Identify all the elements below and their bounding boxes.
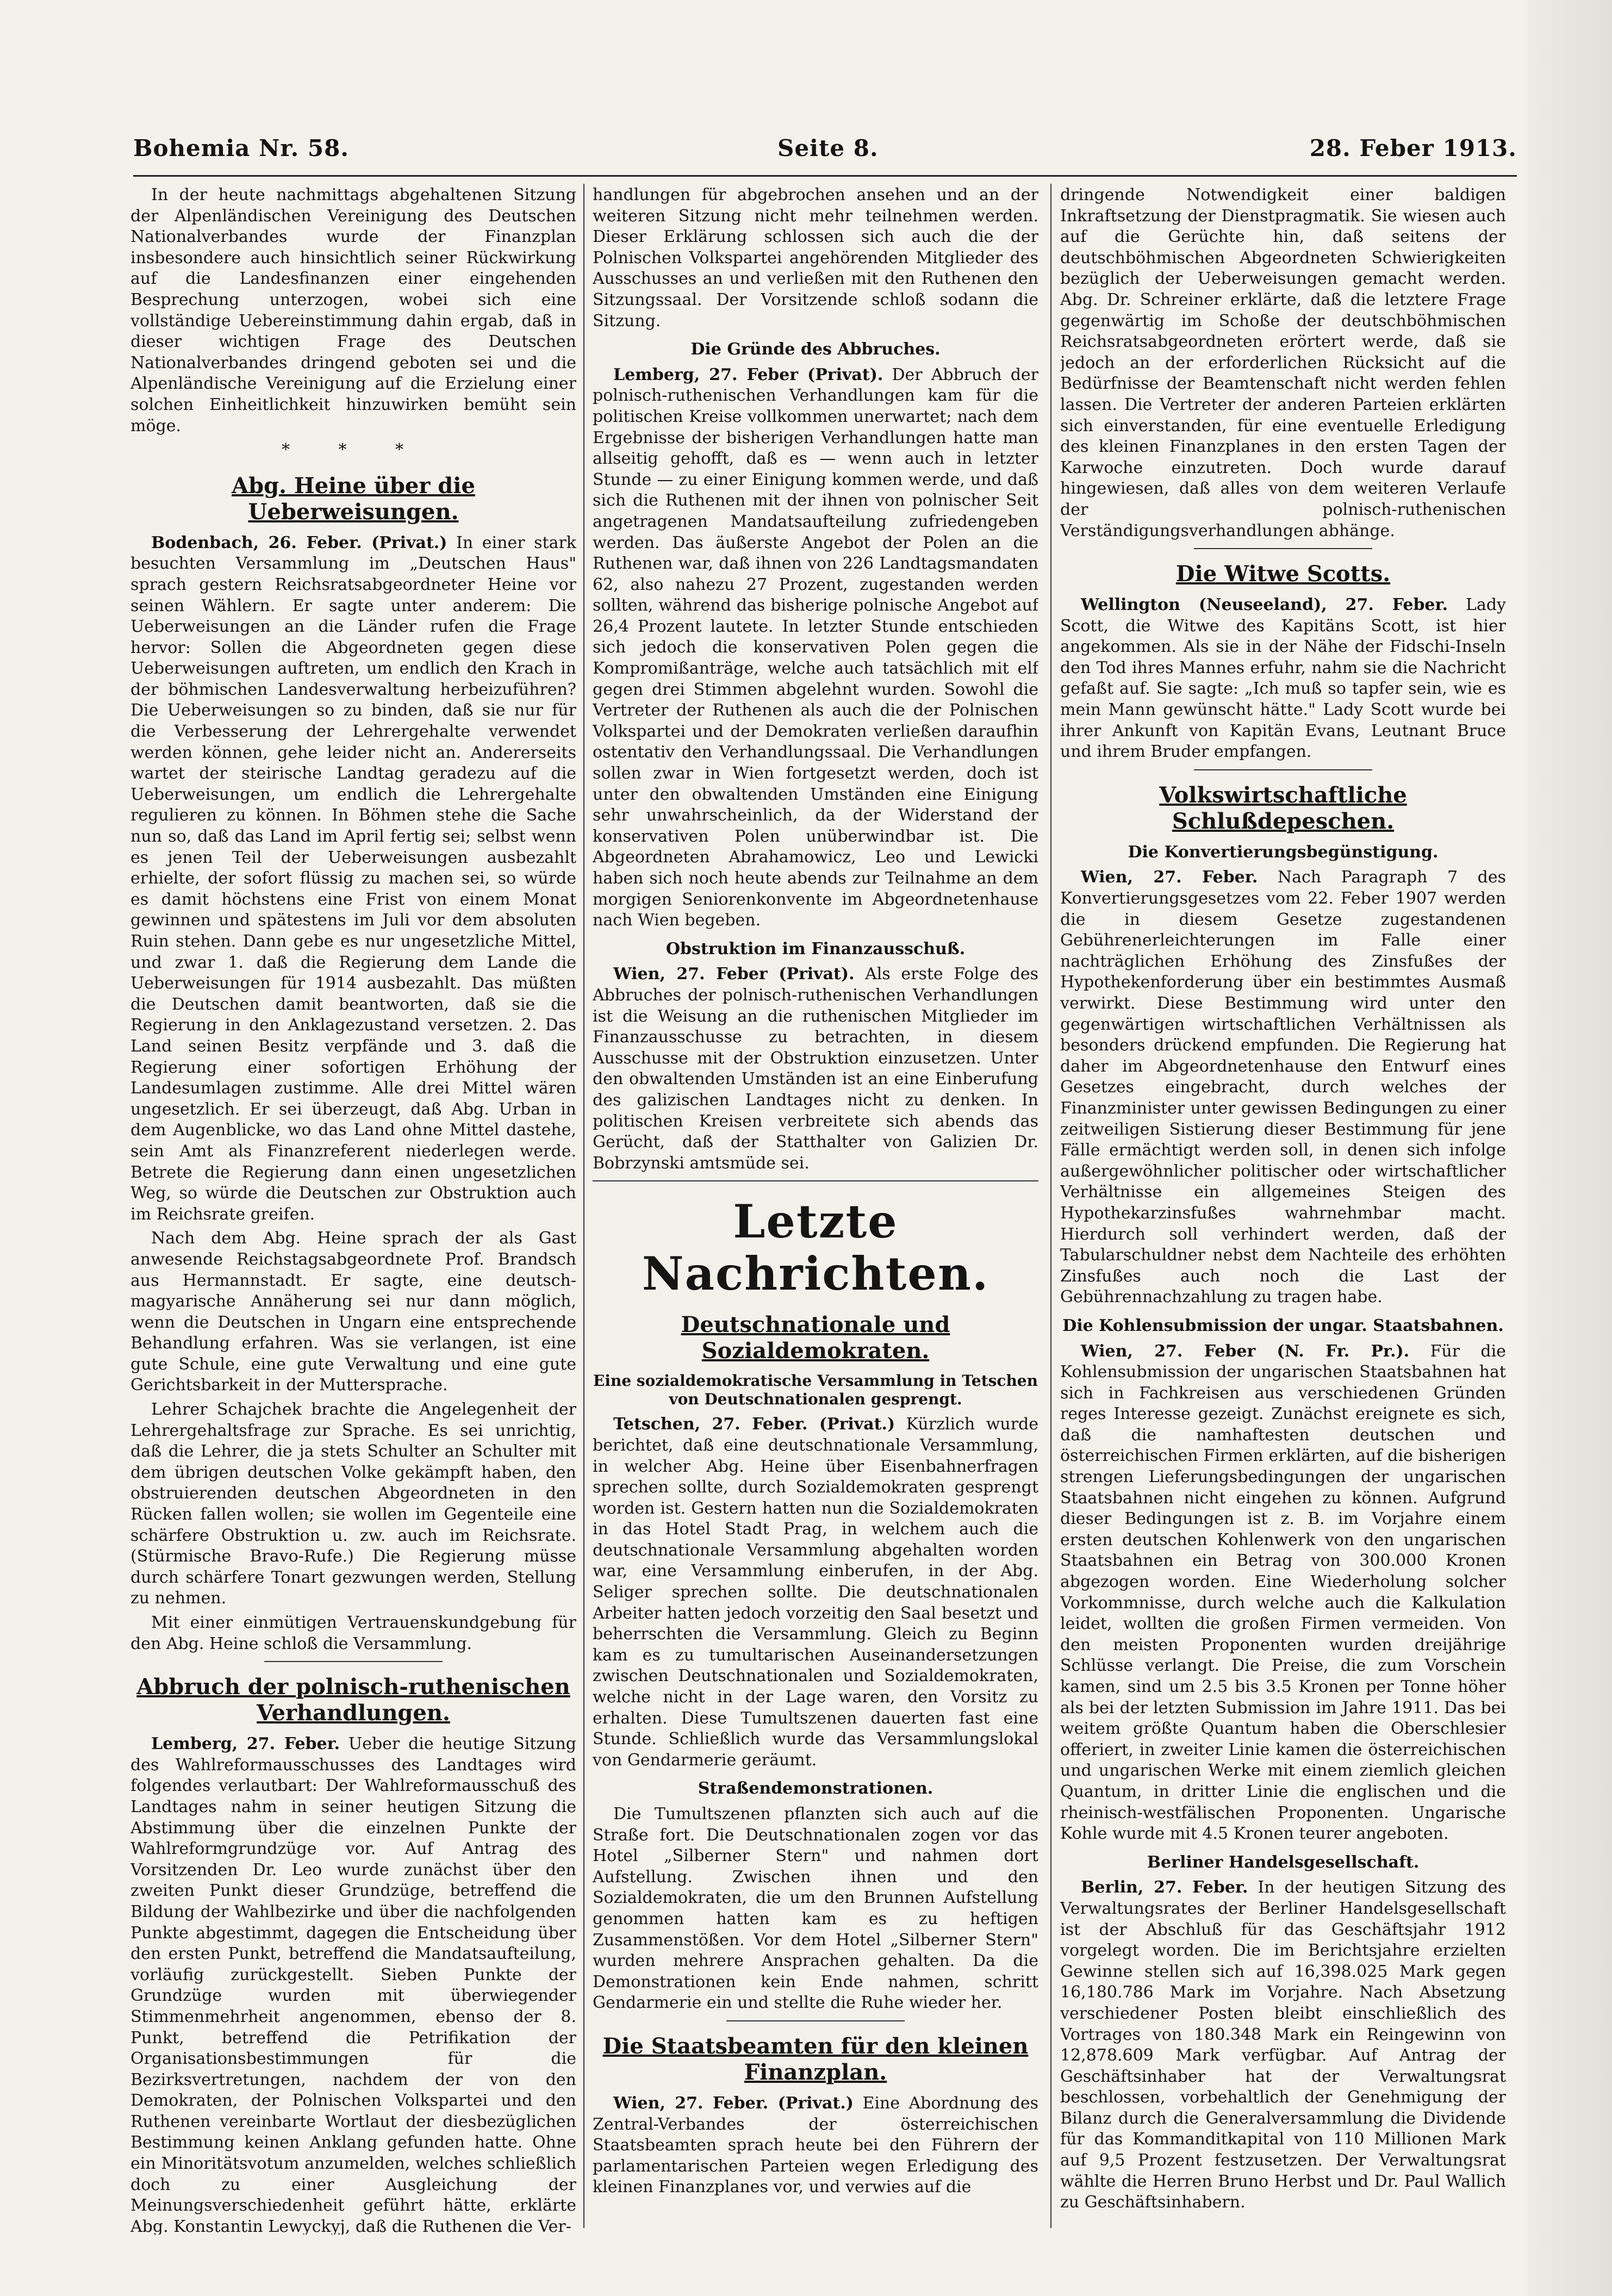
article-paragraph: Mit einer einmütigen Vertrauenskundgebung für den Abg. Heine schloß die Versammlung. <box>130 1613 576 1653</box>
article-separator <box>1194 769 1372 770</box>
column-1 <box>130 185 576 2235</box>
section-title: Letzte Nachrichten. <box>642 1194 989 1301</box>
article-paragraph: Tetschen, 27. Feber. (Privat.) Kürzlich wurde berichtet, daß eine deutschnationale Versammlung, in welcher Abg. Heine über Eisenbahnerfragen sprechen sollte, durch Sozialdemokraten gesprengt worden ist. Gestern hatten nun die Sozialdemokraten in das Hotel Stadt Prag, in welchem auch die deutschnationale Versammlung abgehalten worden war, eine Versammlung einberufen, in der Abg. Seliger sprechen sollte. Die deutschnationalen Arbeiter hatten jedoch vorzeitig den Saal besetzt und beherrschten die Versammlung. Gleich zu Beginn kam es zu tumultarischen Auseinandersetzungen zwischen Deutschnationalen und Sozialdemokraten, welche nicht in der Lage waren, den Vorsitz zu erhalten. Diese Tumultszenen dauerten fast eine Stunde. Schließlich wurde das Versammlungslokal von Gendarmerie geräumt. <box>593 1415 1038 1770</box>
article-paragraph: Wellington (Neuseeland), 27. Feber. Lady Scott, die Witwe des Kapitäns Scott, ist hier angekommen. Als sie in der Nähe der Fidschi-Inseln den Tod ihres Mannes erfuhr, nahm sie die Nachricht gefaßt auf. Sie sagte: „Ich muß so tapfer sein, wie es mein Mann gewünscht hätte." Lady Scott wurde bei ihrer Ankunft von Kapitän Evans, Leutnant Bruce und ihrem Bruder empfangen. <box>1060 595 1506 762</box>
subheadline: Die Konvertierungsbegünstigung. <box>1128 842 1439 862</box>
subheadline: Berliner Handelsgesellschaft. <box>1147 1852 1420 1872</box>
dateline: Tetschen, 27. Feber. (Privat.) <box>613 1415 895 1434</box>
headline: Die Witwe Scotts. <box>1175 561 1391 587</box>
article-paragraph: dringende Notwendigkeit einer baldigen Inkraftsetzung der Dienstpragmatik. Sie wiesen auch auf die Gerüchte hin, daß seitens der deutschböhmischen Abgeordneten Schwierigkeiten bezüglich der Ueberweisungen gemacht werden. Abg. Dr. Schreiner erklärte, daß die letztere Frage gegenwärtig im Schoße der deutschböhmischen Reichsratsabgeordneten erörtert werde, daß sie jedoch an der erforderlichen Rücksicht auf die Bedürfnisse der Beamtenschaft nicht werden fehlen lassen. Die Vertreter der anderen Parteien erklärten sich einverstanden, für eine eventuelle Erledigung des kleinen Finanzplanes in den ersten Tagen der Karwoche einzutreten. Doch wurde darauf hingewiesen, daß alles von dem weiteren Verlaufe der polnisch-ruthenischen Verständigungsverhandlungen abhänge. <box>1060 185 1506 540</box>
article-paragraph: Bodenbach, 26. Feber. (Privat.) In einer stark besuchten Versammlung im „Deutschen Haus" sprach gestern Reichsratsabgeordneter Heine vor seinen Wählern. Er sagte unter anderem: Die Ueberweisungen an die Länder rufen die Frage hervor: Sollen die Abgeordneten gegen diese Ueberweisungen auftreten, um endlich den Krach in der böhmischen Landesverwaltung herbeizuführen? Die Ueberweisungen so zu binden, daß sie nur für die Verbesserung der Lehrergehalte verwendet werden können, gehe leider nicht an. Andererseits wartet der steirische Landtag geradezu auf die Ueberweisungen, um endlich die Lehrergehalte regulieren zu können. In Böhmen stehe die Sache nun so, daß das Land im April fertig sei; selbst wenn es jenen Teil der Ueberweisungen ausbezahlt erhielte, der sofort flüssig zu machen sei, so würde es damit höchstens eine Frist von einem Monat gewinnen und spätestens im Juli vor dem absoluten Ruin stehen. Dann gebe es nur ungesetzliche Mittel, und zwar 1. daß die Regierung dem Lande die Ueberweisungen für 1914 ausbezahlt. Das müßten die Deutschen damit beantworten, daß sie die Regierung in den Anklagezustand versetzen. 2. Das Land seinen Besitz verpfände und 3. daß die Regierung einer sofortigen Erhöhung der Landesumlagen zustimme. Alle drei Mittel wären ungesetzlich. Er sei überzeugt, daß Abg. Urban in dem Augenblicke, wo das Land ohne Mittel dastehe, sein Amt als Finanzreferent niederlegen werde. Betrete die Regierung dann einen ungesetzlichen Weg, so würde die Deutschen zur Obstruktion auch im Reichsrate greifen. <box>130 533 576 1224</box>
article-paragraph: Lemberg, 27. Feber. Ueber die heutige Sitzung des Wahlreformausschusses des Landtages wird folgendes verlautbart: Der Wahlreformausschuß des Landtages nahm in seiner heutigen Sitzung die Abstimmung über die einzelnen Punkte der Wahlreformgrundzüge vor. Auf Antrag des Vorsitzenden Dr. Leo wurde zunächst über den zweiten Punkt dieser Grundzüge, betreffend die Bildung der Wahlbezirke und über die nachfolgenden Punkte abgestimmt, dagegen die Entscheidung über den ersten Punkt, betreffend die Mandatsaufteilung, vorläufig zurückgestellt. Sieben Punkte der Grundzüge wurden mit überwiegender Stimmenmehrheit angenommen, ebenso der 8. Punkt, betreffend die Petrifikation der Organisationsbestimmungen für die Bezirksvertretungen, nachdem der von den Demokraten, der Polnischen Volkspartei und den Ruthenen vereinbarte Wortlaut der diesbezüglichen Bestimmung keinen Anklang gefunden hatte. Ohne ein Minoritätsvotum anzumelden, welches schließlich doch zu einer Ausgleichung der Meinungsverschiedenheit geführt hätte, erklärte Abg. Konstantin Lewyckyj, daß die Ruthenen die Ver- <box>130 1734 576 2235</box>
headline: Abg. Heine über die Ueberweisungen. <box>232 472 475 525</box>
headline: Abbruch der polnisch-ruthenischen Verhandlungen. <box>136 1674 570 1726</box>
section-stars: * * * <box>281 440 426 460</box>
subtitle: Eine sozialdemokratische Versammlung in Tetschen von Deutschnationalen gesprengt. <box>593 1372 1038 1409</box>
masthead <box>133 135 1517 173</box>
article-separator <box>726 2020 905 2021</box>
section-separator <box>593 1180 1038 1181</box>
dateline: Wellington (Neuseeland), 27. Feber. <box>1081 595 1448 615</box>
dateline: Wien, 27. Feber. <box>1081 868 1258 887</box>
masthead-page: Seite 8. <box>777 135 879 161</box>
masthead-issue: Bohemia Nr. 58. <box>133 135 349 161</box>
masthead-date: 28. Feber 1913. <box>1309 135 1517 161</box>
subheadline: Die Gründe des Abbruches. <box>690 340 941 359</box>
article-paragraph: In der heute nachmittags abgehaltenen Sitzung der Alpenländischen Vereinigung des Deutschen Nationalverbandes wurde der Finanzplan insbesondere auch hinsichtlich seiner Rückwirkung auf die Landesfinanzen einer eingehenden Besprechung unterzogen, wobei sich eine vollständige Uebereinstimmung dahin ergab, daß in dieser wichtigen Frage des Deutschen Nationalverbandes dringend geboten sei und die Alpenländische Vereinigung auf die Erzielung einer solchen Einheitlichkeit hinzuwirken bemüht sein möge. <box>130 185 576 435</box>
subheadline: Straßendemonstrationen. <box>698 1779 933 1799</box>
headline: Volkswirtschaftliche Schlußdepeschen. <box>1159 782 1407 834</box>
article-paragraph: Nach dem Abg. Heine sprach der als Gast anwesende Reichstagsabgeordnete Prof. Brandsch aus Hermannstadt. Er sagte, eine deutsch-magyarische Annäherung sei nur dann möglich, wenn die Deutschen in Ungarn eine entsprechende Behandlung erfahren. Was sie verlangen, ist eine gute Schule, eine gute Verwaltung und eine gute Gerichtsbarkeit in der Muttersprache. <box>130 1229 576 1395</box>
article-paragraph: Die Tumultszenen pflanzten sich auch auf die Straße fort. Die Deutschnationalen zogen vor das Hotel „Silberner Stern" und nahmen dort Aufstellung. Zwischen ihnen und den Sozialdemokraten, die um den Brunnen Aufstellung genommen hatten kam es zu heftigen Zusammenstößen. Vor dem Hotel „Silberner Stern" wurden mehrere Ansprachen gehalten. Da die Demonstrationen kein Ende nahmen, schritt Gendarmerie ein und stellte die Ruhe wieder her. <box>593 1805 1038 2013</box>
article-paragraph: handlungen für abgebrochen ansehen und an der weiteren Sitzung nicht mehr teilnehmen werden. Dieser Erklärung schlossen sich auch die der Polnischen Volkspartei angehörenden Mitglieder des Ausschusses an und verließen mit den Ruthenen den Sitzungssaal. Der Vorsitzende schloß sodann die Sitzung. <box>593 185 1038 331</box>
headline: Die Staatsbeamten für den kleinen Finanzplan. <box>602 2033 1029 2085</box>
masthead-rule <box>133 175 1517 177</box>
dateline: Lemberg, 27. Feber. <box>151 1734 340 1754</box>
dateline: Berlin, 27. Feber. <box>1081 1878 1248 1897</box>
article-paragraph: Wien, 27. Feber (Privat). Als erste Folge des Abbruches der polnisch-ruthenischen Verhandlungen ist die Weisung an die ruthenischen Mitglieder im Finanzausschusse zu betrachten, in diesem Ausschusse mit der Obstruktion einzusetzen. Unter den obwaltenden Umständen ist an eine Einberufung des galizischen Landtages nicht zu denken. In politischen Kreisen verbreitete sich abends das Gerücht, daß der Statthalter von Galizien Dr. Bobrzynski amtsmüde sei. <box>593 965 1038 1173</box>
headline: Deutschnationale und Sozialdemokraten. <box>681 1312 950 1364</box>
article-paragraph: Wien, 27. Feber. (Privat.) Eine Abordnung des Zentral-Verbandes der österreichischen Staatsbeamten sprach heute bei den Führern der parlamentarischen Parteien wegen Erledigung des kleinen Finanzplanes vor, und verwies auf die <box>593 2093 1038 2197</box>
column-2 <box>593 185 1038 2235</box>
column-divider <box>583 184 584 2228</box>
article-paragraph: Wien, 27. Feber (N. Fr. Pr.). Für die Kohlensubmission der ungarischen Staatsbahnen hat sich in Fachkreisen aus verschiedenen Gründen reges Interesse gezeigt. Zunächst ereignete es sich, daß die namhaftesten deutschen und österreichischen Firmen erklärten, auf die bisherigen strengen Lieferungsbedingungen der ungarischen Staatsbahnen nicht eingehen zu können. Aufgrund dieser Bedingungen ist z. B. im Vorjahre einem ersten deutschen Kohlenwerk von den ungarischen Staatsbahnen ein Betrag von 300.000 Kronen abgezogen worden. Eine Wiederholung solcher Vorkommnisse, durch welche auch die Kalkulation leidet, wollten die großen Firmen vermeiden. Von den meisten Proponenten wurden dreijährige Schlüsse verlangt. Die Preise, die zum Vorschein kamen, sind um 2.5 bis 3.5 Kronen per Tonne höher als bei der letzten Submission im Jahre 1911. Das bei weitem größte Quantum haben die Oberschlesier offeriert, in zweiter Linie kamen die österreichischen und ungarischen Werke mit einem ziemlich gleichen Quantum, in dritter Linie die englischen und die rheinisch-westfälischen Proponenten. Ungarische Kohle wurde mit 4.5 Kronen teurer angeboten. <box>1060 1341 1506 1844</box>
article-paragraph: Lehrer Schajchek brachte die Angelegenheit der Lehrergehaltsfrage zur Sprache. Es sei unrichtig, daß die Lehrer, die ja stets Schulter an Schulter mit dem übrigen deutschen Volke gekämpft haben, den obstruierenden deutschen Abgeordneten in den Rücken fallen wollen; sie wollen im Gegenteile eine schärfere Obstruktion u. zw. auch im Reichsrate. (Stürmische Bravo-Rufe.) Die Regierung müsse durch schärfere Tonart gezwungen werden, Stellung zu nehmen. <box>130 1400 576 1608</box>
article-separator <box>264 1661 443 1662</box>
article-paragraph: Wien, 27. Feber. Nach Paragraph 7 des Konvertierungsgesetzes vom 22. Feber 1907 werden die in diesem Gesetze zugestandenen Gebührenerleichterungen im Falle einer nachträglichen Erhöhung des Zinsfußes der Hypothekenforderung über ein bestimmtes Ausmaß verwirkt. Diese Bestimmung wird unter den gegenwärtigen wirtschaftlichen Verhältnissen als besonders drückend empfunden. Die Regierung hat daher im Abgeordnetenhause den Entwurf eines Gesetzes eingebracht, durch welches der Finanzminister unter gewissen Bedingungen zu einer zeitweiligen Sistierung dieser Bestimmung für jene Fälle ermächtigt werden soll, in denen sich infolge außergewöhnlicher politischer oder wirtschaftlicher Verhältnisse ein allgemeines Steigen des Hypothekarzinsfußes wahrnehmbar macht. Hierdurch soll verhindert werden, daß der Tabularschuldner nebst dem Nachteile des erhöhten Zinsfußes auch noch die Last der Gebührennachzahlung zu tragen habe. <box>1060 868 1506 1307</box>
page-edge-shadow <box>1528 0 1612 2296</box>
dateline: Lemberg, 27. Feber (Privat). <box>613 365 883 384</box>
column-divider <box>1050 184 1051 2228</box>
subheadline: Obstruktion im Finanzausschuß. <box>665 939 966 959</box>
dateline: Bodenbach, 26. Feber. (Privat.) <box>151 533 447 552</box>
dateline: Wien, 27. Feber (N. Fr. Pr.). <box>1081 1341 1410 1361</box>
article-separator <box>1194 548 1372 549</box>
article-paragraph: Berlin, 27. Feber. In der heutigen Sitzung des Verwaltungsrates der Berliner Handelsgesellschaft ist der Abschluß für das Geschäftsjahr 1912 vorgelegt worden. Die im Berichtsjahre erzielten Gewinne stellen sich auf 16,398.025 Mark gegen 16,180.786 Mark im Vorjahre. Nach Absetzung verschiedener Posten bleibt einschließlich des Vortrages von 180.348 Mark ein Reingewinn von 12,878.609 Mark verfügbar. Auf Antrag der Geschäftsinhaber hat der Verwaltungsrat beschlossen, vorbehaltlich der Genehmigung der Bilanz durch die Generalversammlung die Dividende für das Kommanditkapital von 110 Millionen Mark auf 9,5 Prozent festzusetzen. Der Verwaltungsrat wählte die Herren Bruno Herbst und Dr. Paul Wallich zu Geschäftsinhabern. <box>1060 1878 1506 2212</box>
dateline: Wien, 27. Feber. (Privat.) <box>613 2093 854 2113</box>
dateline: Wien, 27. Feber (Privat). <box>613 965 855 984</box>
article-paragraph: Lemberg, 27. Feber (Privat). Der Abbruch der polnisch-ruthenischen Verhandlungen kam für die politischen Kreise vollkommen unerwartet; nach dem Ergebnisse der bisherigen Verhandlungen hatte man allseitig gehofft, daß es — wenn auch in letzter Stunde — zu einer Einigung kommen werde, und daß sich die Ruthenen mit der ihnen von polnischer Seit angetragenen Mandatsaufteilung zufriedengeben werden. Das äußerste Angebot der Polen an die Ruthenen war, daß ihnen von 226 Landtagsmandaten 62, also nahezu 27 Prozent, zugestanden werden sollten, während das bisherige polnische Angebot auf 26,4 Prozent lautete. In letzter Stunde entschieden sich jedoch die konservativen Polen gegen die Kompromißanträge, welche auch tatsächlich mit elf gegen drei Stimmen abgelehnt wurden. Sowohl die Vertreter der Ruthenen als auch die der Polnischen Volkspartei und der Demokraten verließen daraufhin ostentativ den Verhandlungssaal. Die Verhandlungen sollen zwar in Wien fortgesetzt werden, doch ist unter den obwaltenden Umständen eine Einigung sehr unwahrscheinlich, da der Widerstand der konservativen Polen unüberwindbar ist. Die Abgeordneten Abrahamowicz, Leo und Lewicki haben sich noch heute abends zur Teilnahme an dem morgigen Seniorenkonvente im Abgeordnetenhause nach Wien begeben. <box>593 365 1038 930</box>
subheadline: Die Kohlensubmission der ungar. Staatsbahnen. <box>1062 1316 1504 1335</box>
column-3 <box>1060 185 1506 2235</box>
